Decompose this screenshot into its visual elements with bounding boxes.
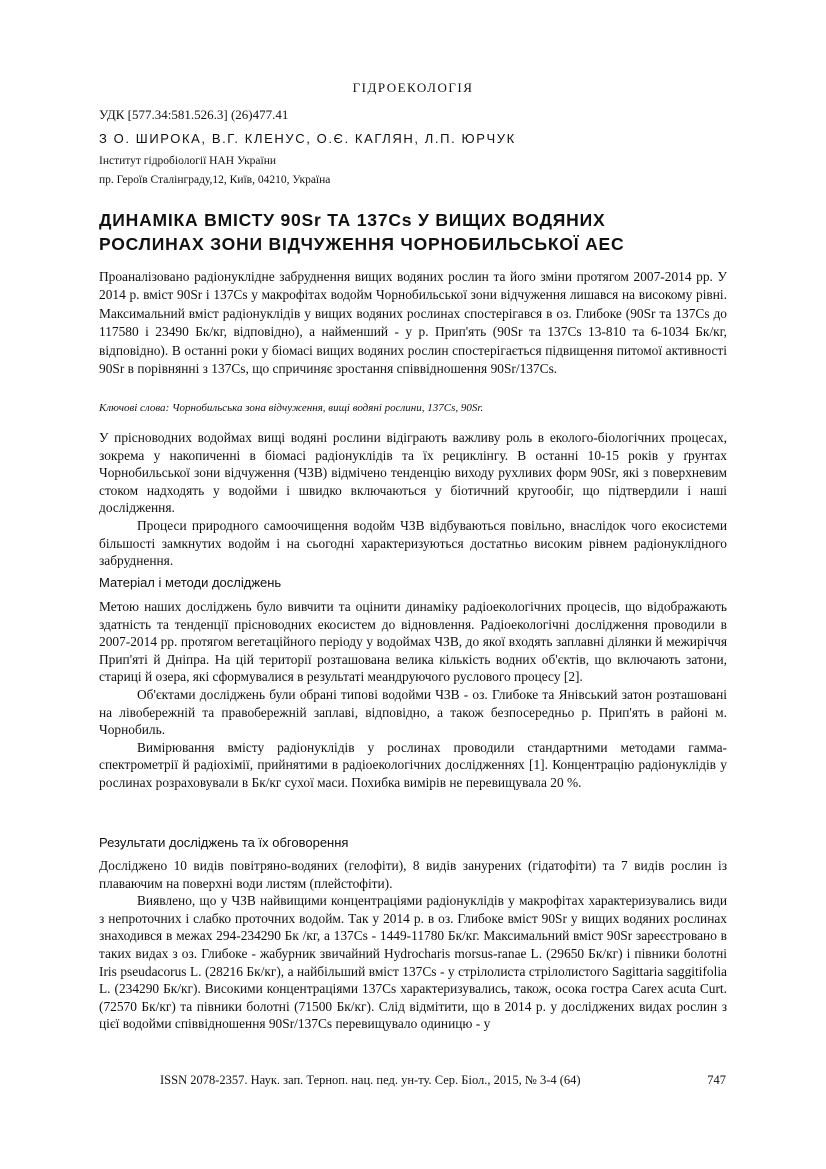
- methods-paragraph-1: Метою наших досліджень було вивчити та оцінити динаміку радіоекологічних процесів, що відображають здатність та тенденції прісноводних екосистем до відновлення. Радіоекологічні дослідження проводили в 2007-2014 рр. протягом вегетаційного періоду у водоймах ЧЗВ, до якої входять заплавні ділянки й межиріччя Прип'яті й Дніпра. На цій території розташована велика кількість водних об'єктів, що включають затони, стариці й озера, які сформувалися в результаті меандруючого руслового процесу [2].: [99, 599, 727, 685]
- section-heading: ГІДРОЕКОЛОГІЯ: [352, 80, 474, 95]
- title-line-1: ДИНАМІКА ВМІСТУ 90Sr ТА 137Cs У ВИЩИХ ВОДЯНИХ: [99, 210, 606, 230]
- authors: З О. ШИРОКА, В.Г. КЛЕНУС, О.Є. КАГЛЯН, Л.П. ЮРЧУК: [99, 131, 516, 146]
- journal-citation: ISSN 2078-2357. Наук. зап. Терноп. нац. пед. ун-ту. Сер. Біол., 2015, № 3-4 (64): [160, 1073, 581, 1087]
- results-paragraph-2: Виявлено, що у ЧЗВ найвищими концентраціями радіонуклідів у макрофітах характеризувались види з непроточних і слабко проточних водойм. Так у 2014 р. в оз. Глибоке вміст 90Sr у вищих водяних рослинах знаходився в межах 294-234290 Бк /кг, а 137Cs - 1449-11780 Бк/кг. Максимальний вміст 90Sr зареєстровано в таких видах з оз. Глибоке - жабурник звичайний Hydrocharis morsus-ranae L. (29650 Бк/кг) і півники болотні Iris pseudacorus L. (28216 Бк/кг), а найбільший вміст 137Cs - у стрілолиста стрілолистого Sagittaria saggitifolia L. (234290 Бк/кг). Високими концентраціями 137Cs характеризувались, також, осока гостра Carex acuta Curt. (72570 Бк/кг) та півники болотні (71500 Бк/кг). Слід відмітити, що в 2014 р. у досліджених видах рослин з цієї водойми співвідношення 90Sr/137Cs перевищувало одиницю - у: [99, 893, 727, 1032]
- article-title: [99, 208, 739, 256]
- methods-heading: Матеріал і методи досліджень: [99, 575, 282, 590]
- methods-section: [99, 598, 727, 792]
- intro-paragraph-1: У прісноводних водоймах вищі водяні рослини відіграють важливу роль в еколого-біологічних процесах, зокрема у накопиченні в біомасі радіонуклідів та їх рециклінгу. В останні 10-15 років у ґрунтах Чорнобильської зони відчуження (ЧЗВ) відмічено тенденцію виходу рухливих форм 90Sr, які з поверхневим стоком надходять у водойми і швидко включаються у біотичний кругообіг, що підтвердили і наші дослідження.: [99, 430, 727, 516]
- results-heading: Результати досліджень та їх обговорення: [99, 835, 349, 850]
- abstract: Проаналізовано радіонуклідне забруднення вищих водяних рослин та його зміни протягом 2007-2014 рр. У 2014 р. вміст 90Sr і 137Cs у макрофітах водойм Чорнобильської зони відчуження лишався на високому рівні. Максимальний вміст радіонуклідів у вищих водяних рослинах спостерігався в оз. Глибоке (90Sr та 137Cs до 117580 і 23490 Бк/кг, відповідно), а найменший - у р. Прип'ять (90Sr та 137Cs 13-810 та 6-1034 Бк/кг, відповідно). В останні роки у біомасі вищих водяних рослин спостерігається підвищення питомої активності 90Sr в порівнянні з 137Cs, що спричиняє зростання співвідношення 90Sr/137Cs.: [99, 269, 727, 377]
- keywords-text: : Чорнобильська зона відчуження, вищі водяні рослини, 137Cs, 90Sr.: [165, 402, 484, 414]
- keywords: [99, 402, 727, 414]
- page-number: 747: [707, 1073, 726, 1087]
- intro-paragraph-2: Процеси природного самоочищення водойм ЧЗВ відбуваються повільно, внаслідок чого екосистеми більшості замкнутих водойм і на сьогодні характеризуються достатньо високим рівнем радіонуклідного забруднення.: [99, 517, 727, 569]
- keywords-label: Ключові слова: [99, 402, 166, 414]
- udc-code: УДК [577.34:581.526.3] (26)477.41: [99, 107, 289, 122]
- institute-address: пр. Героїв Сталінграду,12, Київ, 04210, Україна: [99, 174, 331, 186]
- page-footer: [160, 1073, 726, 1088]
- results-paragraph-1: Досліджено 10 видів повітряно-водяних (гелофіти), 8 видів занурених (гідатофіти) та 7 видів рослин із плаваючим на поверхні води листям (плейстофіти).: [99, 858, 727, 891]
- methods-paragraph-2: Об'єктами досліджень були обрані типові водойми ЧЗВ - оз. Глибоке та Янівський затон розташовані на лівобережній та правобережній заплаві, відповідно, а також безпосередньо р. Прип'ять в районі м. Чорнобиль.: [99, 686, 727, 738]
- title-line-2: РОСЛИНАХ ЗОНИ ВІДЧУЖЕННЯ ЧОРНОБИЛЬСЬКОЇ АЕС: [99, 234, 625, 254]
- methods-paragraph-3: Вимірювання вмісту радіонуклідів у рослинах проводили стандартними методами гамма-спектрометрії й радіохімії, прийнятими в радіоекологічних дослідженнях [1]. Концентрацію радіонуклідів у рослинах розраховували в Бк/кг сухої маси. Похибка вимірів не перевищувала 20 %.: [99, 739, 727, 790]
- institute: Інститут гідробіології НАН України: [99, 155, 277, 167]
- results-section: [99, 857, 727, 1033]
- introduction: [99, 429, 727, 570]
